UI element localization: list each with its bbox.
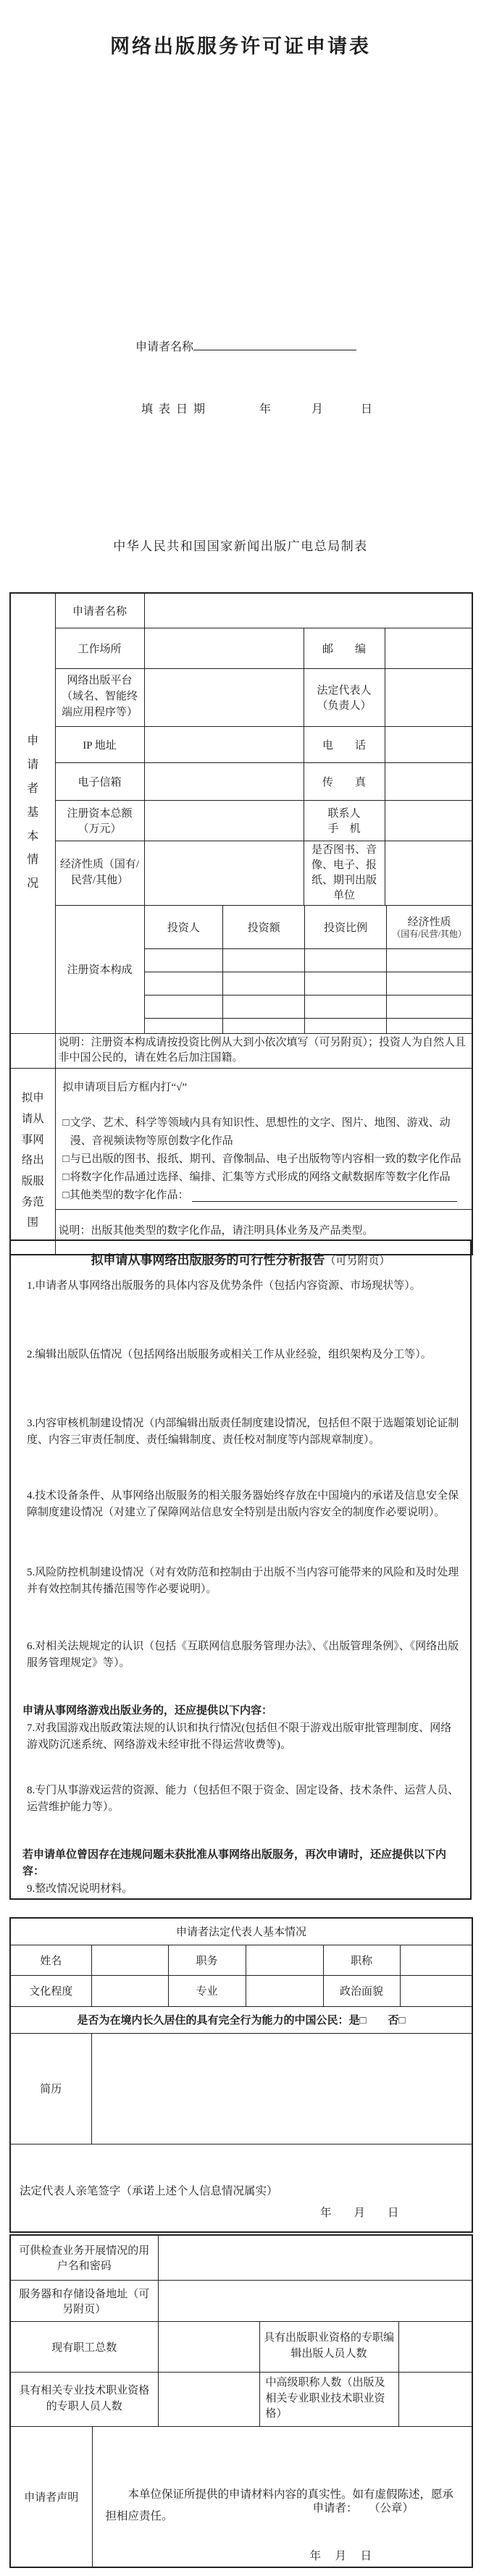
applicant-name-line bbox=[135, 337, 356, 354]
label-qualified-editors: 具有出版职业资格的专职编辑出版人员人数 bbox=[259, 2321, 398, 2372]
label-senior-titles: 中高级职称人数（出版及相关专业职业技术职业资格） bbox=[259, 2372, 398, 2426]
value-professional-title[interactable] bbox=[400, 1945, 472, 1975]
value-inspection-account[interactable] bbox=[158, 2235, 472, 2280]
declaration-cell bbox=[92, 2426, 472, 2567]
value-is-publisher[interactable] bbox=[385, 841, 472, 905]
capital-cell[interactable] bbox=[223, 949, 305, 972]
label-resume: 简历 bbox=[10, 2033, 91, 2144]
declaration-date: 年 月 日 bbox=[309, 2549, 374, 2562]
page-title: 网络出版服务许可证申请表 bbox=[110, 35, 371, 57]
feasibility-item: 9.整改情况说明材料。 bbox=[27, 1883, 133, 1895]
label-applicant-declaration: 申请者声明 bbox=[10, 2426, 92, 2567]
label-political-status: 政治面貌 bbox=[323, 1975, 400, 2006]
label-ip-address: IP 地址 bbox=[55, 726, 144, 762]
section-scope: 拟申请从事网络出版服务范围 bbox=[10, 1069, 55, 1255]
capital-cell[interactable] bbox=[387, 949, 472, 972]
scope-option-label: 与已出版的图书、报纸、期刊、音像制品、电子出版物等内容相一致的数字化作品 bbox=[70, 1153, 461, 1165]
label-inspection-account: 可供检查业务开展情况的用户名和密码 bbox=[10, 2235, 158, 2280]
feasibility-item: 8.专门从事游戏运营的资源、能力（包括但不限于资金、固定设备、技术条件、运营人员、运营维护能力等）。 bbox=[27, 1785, 459, 1813]
year-label: 年 bbox=[259, 403, 272, 416]
declaration-signer: 申请者： （公章） bbox=[312, 2501, 414, 2514]
value-server-address[interactable] bbox=[158, 2280, 472, 2321]
value-contact-mobile[interactable] bbox=[385, 800, 472, 841]
capital-cell[interactable] bbox=[223, 996, 305, 1019]
feasibility-title: 拟申请从事网络出版服务的可行性分析报告（可另附页） bbox=[91, 1253, 390, 1267]
header-economic-nature: 经济性质 （国有/民营/其他） bbox=[387, 906, 472, 949]
value-education[interactable] bbox=[91, 1975, 168, 2006]
feasibility-item: 5.风险防控机制建设情况（对有效防范和控制由于出版不当内容可能带来的风险和及时处理并有效控制其传播范围等作必要说明）。 bbox=[27, 1567, 459, 1595]
scope-instruction: 拟申请项目后方框内打“√” bbox=[62, 1082, 188, 1093]
value-economic-nature[interactable] bbox=[144, 841, 304, 905]
value-position[interactable] bbox=[246, 1945, 323, 1975]
value-qualified-editors[interactable] bbox=[398, 2321, 472, 2372]
scope-note: 说明：出版其他类型的数字化作品，请注明具体业务及产品类型。 bbox=[55, 1210, 472, 1255]
label-workplace: 工作场所 bbox=[55, 628, 144, 668]
issuing-authority: 中华人民共和国国家新闻出版广电总局制表 bbox=[113, 539, 368, 553]
label-education: 文化程度 bbox=[10, 1975, 91, 2006]
operation-info-table bbox=[9, 2234, 473, 2568]
label-fax: 传 真 bbox=[304, 762, 385, 800]
applicant-name-label: 申请者名称 bbox=[135, 341, 194, 353]
capital-cell[interactable] bbox=[387, 1019, 472, 1033]
value-resume[interactable] bbox=[91, 2033, 472, 2144]
value-email[interactable] bbox=[144, 762, 304, 800]
feasibility-item: 2.编辑出版队伍情况（包括网络出版服务或相关工作从业经验，组织架构及分工等）。 bbox=[27, 1349, 432, 1360]
scope-option-label: 将数字化作品通过选择、编排、汇集等方式形成的网络文献数据库等数字化作品 bbox=[70, 1171, 451, 1183]
label-phone: 电 话 bbox=[304, 726, 385, 762]
scope-option-other bbox=[63, 1187, 464, 1205]
label-professional-title: 职称 bbox=[323, 1945, 400, 1975]
fill-date-label: 填表日期 bbox=[141, 403, 212, 416]
value-phone[interactable] bbox=[385, 726, 472, 762]
label-technical-staff: 具有相关专业技术职业资格的专职人员人数 bbox=[10, 2372, 158, 2426]
signature-date: 年 月 日 bbox=[320, 2207, 399, 2219]
feasibility-report-section bbox=[9, 1239, 472, 1900]
value-senior-titles[interactable] bbox=[398, 2372, 472, 2426]
feasibility-item: 6.对相关法规规定的认识（包括《互联网信息服务管理办法》、《出版管理条例》、《网络出版服务管理规定》等）。 bbox=[27, 1641, 459, 1669]
value-ip-address[interactable] bbox=[144, 726, 304, 762]
section-basic-info: 申请者基本情况 bbox=[10, 593, 55, 1033]
applicant-name-blank[interactable] bbox=[193, 337, 356, 350]
empty-corner-cell bbox=[10, 1033, 55, 1069]
value-political-status[interactable] bbox=[400, 1975, 472, 2006]
feasibility-subheading: 申请从事网络游戏出版业务的，还应提供以下内容： bbox=[22, 1704, 273, 1717]
value-applicant-name[interactable] bbox=[144, 593, 472, 628]
checkbox-icon[interactable]: □ bbox=[62, 1190, 70, 1201]
signature-cell[interactable] bbox=[10, 2144, 472, 2232]
capital-cell[interactable] bbox=[145, 1019, 223, 1033]
scope-other-label: 其他类型的数字化作品： bbox=[69, 1190, 189, 1201]
capital-cell[interactable] bbox=[387, 972, 472, 996]
declaration-text: 本单位保证所提供的申请材料内容的真实性。如有虚假陈述，愿承担相应责任。 bbox=[105, 2488, 454, 2523]
value-legal-representative[interactable] bbox=[385, 668, 472, 726]
header-investment-amount: 投资额 bbox=[223, 906, 305, 949]
capital-composition-table bbox=[145, 906, 472, 1033]
value-major[interactable] bbox=[246, 1975, 323, 2006]
value-fax[interactable] bbox=[385, 762, 472, 800]
capital-cell[interactable] bbox=[145, 949, 223, 972]
value-name[interactable] bbox=[91, 1945, 168, 1975]
capital-cell[interactable] bbox=[305, 949, 387, 972]
label-email: 电子信箱 bbox=[55, 762, 144, 800]
header-investor: 投资人 bbox=[145, 906, 223, 949]
feasibility-item: 4.技术设备条件、从事网络出版服务的相关服务器始终存放在中国境内的承诺及信息安全保障制度建设情况（对建立了保障网站信息安全特别是出版内容安全的制度作必要说明）。 bbox=[27, 1490, 459, 1518]
value-registered-capital[interactable] bbox=[144, 800, 304, 841]
capital-cell[interactable] bbox=[145, 996, 223, 1019]
label-postcode: 邮 编 bbox=[304, 628, 385, 668]
legal-rep-title: 申请者法定代表人基本情况 bbox=[10, 1918, 472, 1945]
label-name: 姓名 bbox=[10, 1945, 91, 1975]
label-staff-total: 现有职工总数 bbox=[10, 2321, 158, 2372]
label-capital-composition: 注册资本构成 bbox=[55, 905, 144, 1033]
signature-label: 法定代表人亲笔签字（承诺上述个人信息情况属实） bbox=[20, 2184, 278, 2197]
label-platform: 网络出版平台（域名、智能终端应用程序等） bbox=[55, 668, 144, 726]
month-label: 月 bbox=[311, 403, 324, 416]
citizen-question[interactable]: 是否为在境内长久居住的具有完全行为能力的中国公民：是□ 否□ bbox=[10, 2006, 472, 2033]
label-is-publisher: 是否图书、音像、电子、报纸、期刊出版单位 bbox=[304, 841, 385, 905]
basic-info-table bbox=[9, 592, 473, 1255]
scope-option bbox=[63, 1169, 464, 1187]
scope-other-blank[interactable] bbox=[192, 1187, 457, 1202]
day-label: 日 bbox=[361, 403, 373, 416]
scope-option bbox=[63, 1114, 464, 1150]
feasibility-subheading: 若申请单位曾因存在违规问题未获批准从事网络出版服务，再次申请时，还应提供以下内容： bbox=[22, 1848, 447, 1877]
feasibility-item: 7.对我国游戏出版政策法规的认识和执行情况(包括但不限于游戏出版审批管理制度、网络游戏防沉迷系统、网络游戏未经审批不得运营收费等)。 bbox=[27, 1722, 452, 1751]
capital-cell[interactable] bbox=[145, 972, 223, 996]
value-technical-staff[interactable] bbox=[158, 2372, 259, 2426]
label-economic-nature: 经济性质（国有/民营/其他） bbox=[55, 841, 144, 905]
header-investment-ratio: 投资比例 bbox=[305, 906, 387, 949]
capital-cell[interactable] bbox=[305, 996, 387, 1019]
feasibility-item: 3.内容审核机制建设情况（内部编辑出版责任制度建设情况，包括但不限于选题策划论证制度、内容三审责任制度、责任编辑制度、责任校对制度等内部规章制度）。 bbox=[27, 1418, 459, 1446]
label-major: 专业 bbox=[168, 1975, 246, 2006]
value-workplace[interactable] bbox=[144, 628, 304, 668]
capital-cell[interactable] bbox=[387, 996, 472, 1019]
label-registered-capital: 注册资本总额（万元） bbox=[55, 800, 144, 841]
capital-note: 说明：注册资本构成请按投资比例从大到小依次填写（可另附页）；投资人为自然人且非中国公民的，请在姓名后加注国籍。 bbox=[55, 1033, 472, 1069]
capital-composition-grid bbox=[144, 905, 472, 1033]
checkbox-icon[interactable]: □ bbox=[62, 1117, 70, 1129]
legal-representative-table bbox=[9, 1917, 473, 2233]
capital-cell[interactable] bbox=[223, 972, 305, 996]
label-server-address: 服务器和存储设备地址（可另附页） bbox=[10, 2280, 158, 2321]
label-legal-representative: 法定代表人（负责人） bbox=[304, 668, 385, 726]
capital-cell[interactable] bbox=[305, 972, 387, 996]
label-position: 职务 bbox=[168, 1945, 246, 1975]
value-postcode[interactable] bbox=[385, 628, 472, 668]
feasibility-items bbox=[11, 1278, 470, 1898]
capital-cell[interactable] bbox=[223, 1019, 305, 1033]
scope-option-label: 文学、艺术、科学等领域内具有知识性、思想性的文字、图片、地图、游戏、动漫、音视频读物等原创数字化作品 bbox=[70, 1117, 451, 1147]
feasibility-item: 1.申请者从事网络出版服务的具体内容及优势条件（包括内容资源、市场现状等）。 bbox=[27, 1280, 421, 1292]
value-platform[interactable] bbox=[144, 668, 304, 726]
label-applicant-name: 申请者名称 bbox=[55, 593, 144, 628]
capital-cell[interactable] bbox=[305, 1019, 387, 1033]
checkbox-icon[interactable]: □ bbox=[62, 1153, 70, 1165]
scope-option bbox=[63, 1150, 464, 1169]
label-contact-mobile: 联系人 手 机 bbox=[304, 800, 385, 841]
value-staff-total[interactable] bbox=[158, 2321, 259, 2372]
scope-options-cell bbox=[55, 1069, 472, 1210]
checkbox-icon[interactable]: □ bbox=[62, 1171, 70, 1183]
